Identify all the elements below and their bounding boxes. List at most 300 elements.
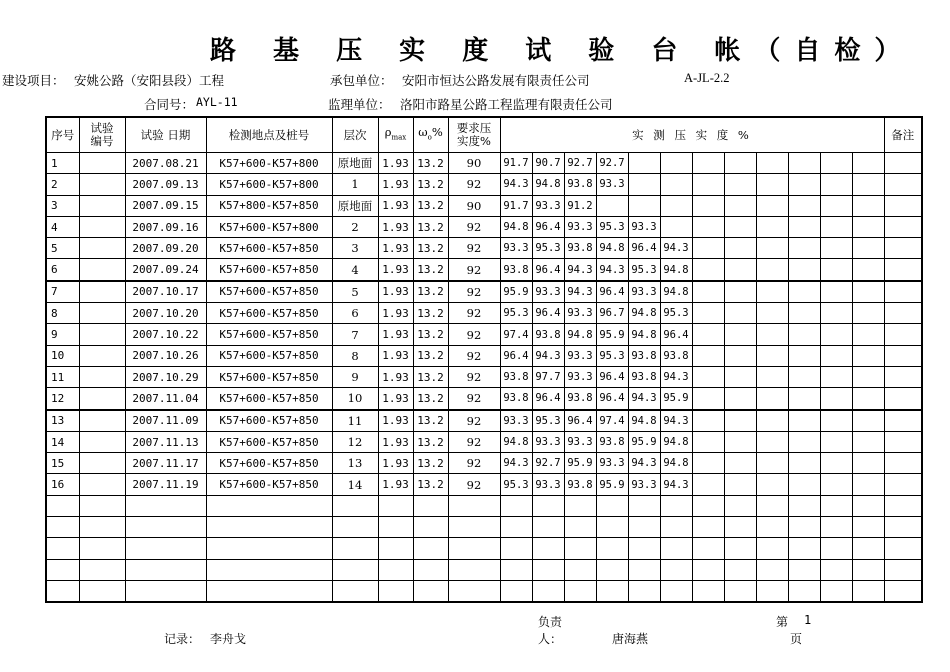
layer-cell: 5 (332, 281, 378, 303)
rho-cell: 1.93 (378, 195, 413, 216)
measured-value-cell (660, 195, 692, 216)
remarks-cell (884, 216, 922, 237)
measured-value-cell: 93.3 (564, 216, 596, 237)
date-cell: 2007.11.09 (125, 410, 206, 432)
measured-value-cell (532, 580, 564, 602)
measured-value-cell: 93.3 (564, 366, 596, 387)
page-label-2: 页 (790, 632, 803, 646)
remarks-cell (884, 559, 922, 580)
location-cell: K57+600-K57+850 (206, 238, 332, 259)
test-no-cell (79, 259, 125, 281)
measured-value-cell: 95.9 (660, 388, 692, 410)
measured-value-cell (692, 559, 724, 580)
location-cell (206, 495, 332, 516)
date-cell: 2007.10.22 (125, 324, 206, 345)
table-row (46, 580, 922, 602)
measured-value-cell (628, 174, 660, 195)
measured-value-cell (756, 216, 788, 237)
layer-cell (332, 517, 378, 538)
measured-value-cell (788, 153, 820, 174)
measured-value-cell (788, 474, 820, 495)
measured-value-cell: 93.3 (532, 474, 564, 495)
date-cell: 2007.09.13 (125, 174, 206, 195)
measured-value-cell: 94.8 (660, 281, 692, 303)
measured-value-cell (628, 495, 660, 516)
table-row (46, 281, 922, 303)
measured-value-cell (660, 174, 692, 195)
measured-value-cell: 93.3 (628, 281, 660, 303)
rho-cell: 1.93 (378, 474, 413, 495)
measured-value-cell (660, 559, 692, 580)
page-number: 1 (804, 613, 812, 627)
contractor-name: 安阳市恒达公路发展有限责任公司 (402, 73, 590, 88)
location-cell: K57+600-K57+850 (206, 259, 332, 281)
measured-value-cell (692, 474, 724, 495)
measured-value-cell: 94.3 (660, 366, 692, 387)
measured-value-cell: 93.3 (564, 431, 596, 452)
measured-value-cell: 94.8 (660, 259, 692, 281)
seq-cell: 10 (46, 345, 79, 366)
seq-cell: 1 (46, 153, 79, 174)
measured-value-cell (852, 324, 884, 345)
layer-cell (332, 495, 378, 516)
measured-value-cell (628, 517, 660, 538)
measured-value-cell (852, 410, 884, 432)
measured-value-cell (788, 259, 820, 281)
rho-cell: 1.93 (378, 324, 413, 345)
seq-cell: 12 (46, 388, 79, 410)
measured-value-cell (756, 281, 788, 303)
rho-cell: 1.93 (378, 303, 413, 324)
required-cell: 92 (448, 431, 500, 452)
required-cell: 92 (448, 366, 500, 387)
test-no-cell (79, 153, 125, 174)
measured-value-cell (756, 259, 788, 281)
test-no-cell (79, 410, 125, 432)
measured-value-cell: 94.3 (500, 174, 532, 195)
measured-value-cell (692, 281, 724, 303)
measured-value-cell (852, 345, 884, 366)
date-cell: 2007.08.21 (125, 153, 206, 174)
rho-cell: 1.93 (378, 345, 413, 366)
omega-cell: 13.2 (413, 431, 448, 452)
measured-value-cell (596, 559, 628, 580)
seq-cell: 11 (46, 366, 79, 387)
measured-value-cell: 96.4 (596, 388, 628, 410)
measured-value-cell (756, 517, 788, 538)
layer-cell: 1 (332, 174, 378, 195)
measured-value-cell (852, 238, 884, 259)
omega-cell: 13.2 (413, 281, 448, 303)
remarks-cell (884, 410, 922, 432)
measured-value-cell (724, 174, 756, 195)
supervisor-label: 监理单位： (328, 97, 391, 112)
measured-value-cell (788, 410, 820, 432)
project-label: 建设项目： (2, 73, 65, 88)
date-cell: 2007.11.04 (125, 388, 206, 410)
measured-value-cell: 94.8 (564, 324, 596, 345)
remarks-cell (884, 195, 922, 216)
measured-value-cell (756, 453, 788, 474)
seq-cell: 2 (46, 174, 79, 195)
seq-cell (46, 495, 79, 516)
location-cell: K57+600-K57+850 (206, 366, 332, 387)
measured-value-cell: 95.3 (596, 216, 628, 237)
layer-cell: 7 (332, 324, 378, 345)
measured-value-cell: 94.8 (628, 303, 660, 324)
measured-value-cell (500, 517, 532, 538)
required-cell: 90 (448, 195, 500, 216)
measured-value-cell: 96.4 (660, 324, 692, 345)
measured-value-cell: 93.3 (532, 431, 564, 452)
rho-cell: 1.93 (378, 366, 413, 387)
measured-value-cell (852, 366, 884, 387)
measured-value-cell: 94.8 (628, 410, 660, 432)
measured-value-cell (820, 303, 852, 324)
measured-value-cell (532, 517, 564, 538)
rho-cell (378, 559, 413, 580)
measured-value-cell: 96.4 (628, 238, 660, 259)
table-row (46, 238, 922, 259)
measured-value-cell (724, 281, 756, 303)
omega-cell: 13.2 (413, 259, 448, 281)
measured-value-cell: 95.3 (596, 345, 628, 366)
measured-value-cell: 95.3 (500, 303, 532, 324)
table-row (46, 216, 922, 237)
measured-value-cell (724, 410, 756, 432)
measured-value-cell (692, 495, 724, 516)
test-no-cell (79, 281, 125, 303)
measured-value-cell: 94.8 (628, 324, 660, 345)
measured-value-cell: 94.8 (532, 174, 564, 195)
measured-value-cell (724, 580, 756, 602)
rho-cell: 1.93 (378, 216, 413, 237)
measured-value-cell (532, 559, 564, 580)
table-row (46, 559, 922, 580)
date-cell: 2007.09.24 (125, 259, 206, 281)
measured-value-cell (628, 153, 660, 174)
seq-cell: 3 (46, 195, 79, 216)
remarks-cell (884, 517, 922, 538)
measured-value-cell (564, 495, 596, 516)
date-cell: 2007.11.19 (125, 474, 206, 495)
measured-value-cell (692, 538, 724, 559)
measured-value-cell: 92.7 (564, 153, 596, 174)
measured-value-cell (660, 538, 692, 559)
date-cell: 2007.10.20 (125, 303, 206, 324)
measured-value-cell (788, 303, 820, 324)
measured-value-cell: 94.8 (596, 238, 628, 259)
measured-value-cell: 96.4 (500, 345, 532, 366)
required-cell (448, 538, 500, 559)
measured-value-cell (788, 538, 820, 559)
measured-value-cell: 93.8 (500, 366, 532, 387)
responsible-name: 唐海燕 (612, 632, 649, 646)
measured-value-cell (724, 345, 756, 366)
measured-value-cell: 95.9 (628, 431, 660, 452)
measured-value-cell (820, 324, 852, 345)
omega-cell: 13.2 (413, 238, 448, 259)
location-cell: K57+600-K57+800 (206, 174, 332, 195)
required-cell: 92 (448, 388, 500, 410)
measured-value-cell: 93.8 (532, 324, 564, 345)
measured-value-cell (532, 538, 564, 559)
measured-value-cell (724, 474, 756, 495)
seq-cell (46, 559, 79, 580)
table-row (46, 366, 922, 387)
measured-value-cell (724, 324, 756, 345)
test-no-cell (79, 195, 125, 216)
measured-value-cell: 93.8 (500, 388, 532, 410)
measured-value-cell (756, 580, 788, 602)
rho-cell (378, 517, 413, 538)
remarks-cell (884, 366, 922, 387)
test-no-cell (79, 388, 125, 410)
measured-value-cell: 93.3 (628, 216, 660, 237)
remarks-cell (884, 238, 922, 259)
measured-value-cell (692, 431, 724, 452)
required-cell: 92 (448, 303, 500, 324)
measured-value-cell (820, 495, 852, 516)
layer-cell: 8 (332, 345, 378, 366)
remarks-cell (884, 345, 922, 366)
recorder-label: 记录： (164, 632, 201, 646)
responsible-label-2: 人： (538, 632, 563, 646)
measured-value-cell: 95.9 (596, 474, 628, 495)
measured-value-cell (788, 345, 820, 366)
measured-value-cell: 93.3 (532, 281, 564, 303)
measured-value-cell: 93.3 (564, 303, 596, 324)
measured-value-cell: 93.8 (628, 366, 660, 387)
measured-value-cell (724, 559, 756, 580)
col-rho-max: $\rho_{max}$ (378, 117, 413, 153)
table-row (46, 153, 922, 174)
contract-number: AYL-11 (196, 95, 238, 109)
col-date: 试验 日期 (125, 117, 206, 153)
measured-value-cell: 95.9 (500, 281, 532, 303)
location-cell: K57+600-K57+850 (206, 474, 332, 495)
omega-cell: 13.2 (413, 195, 448, 216)
layer-cell: 4 (332, 259, 378, 281)
date-cell (125, 559, 206, 580)
measured-value-cell (852, 195, 884, 216)
measured-value-cell (820, 453, 852, 474)
omega-cell: 13.2 (413, 366, 448, 387)
measured-value-cell (660, 517, 692, 538)
measured-value-cell (532, 495, 564, 516)
measured-value-cell: 93.3 (500, 410, 532, 432)
measured-value-cell (692, 410, 724, 432)
measured-value-cell: 93.3 (596, 174, 628, 195)
omega-cell: 13.2 (413, 303, 448, 324)
measured-value-cell (660, 216, 692, 237)
layer-cell (332, 538, 378, 559)
rho-cell: 1.93 (378, 238, 413, 259)
measured-value-cell (820, 174, 852, 195)
date-cell: 2007.11.13 (125, 431, 206, 452)
layer-cell: 14 (332, 474, 378, 495)
form-code: A-JL-2.2 (684, 71, 730, 85)
measured-value-cell: 93.8 (660, 345, 692, 366)
date-cell: 2007.09.20 (125, 238, 206, 259)
measured-value-cell (788, 281, 820, 303)
measured-value-cell: 94.3 (564, 259, 596, 281)
location-cell: K57+600-K57+850 (206, 431, 332, 452)
contract-label: 合同号： (144, 97, 195, 112)
col-remarks: 备注 (884, 117, 922, 153)
table-row (46, 517, 922, 538)
measured-value-cell (628, 538, 660, 559)
date-cell: 2007.09.16 (125, 216, 206, 237)
rho-cell: 1.93 (378, 259, 413, 281)
test-no-cell (79, 431, 125, 452)
date-cell: 2007.10.29 (125, 366, 206, 387)
measured-value-cell: 95.3 (660, 303, 692, 324)
test-no-cell (79, 495, 125, 516)
measured-value-cell (756, 238, 788, 259)
measured-value-cell (628, 195, 660, 216)
measured-value-cell: 94.3 (596, 259, 628, 281)
seq-cell (46, 580, 79, 602)
measured-value-cell (500, 559, 532, 580)
measured-value-cell: 96.4 (596, 366, 628, 387)
required-cell: 92 (448, 345, 500, 366)
table-row (46, 474, 922, 495)
measured-value-cell (788, 517, 820, 538)
measured-value-cell (692, 580, 724, 602)
measured-value-cell (820, 538, 852, 559)
header-row (46, 117, 922, 153)
measured-value-cell (788, 216, 820, 237)
measured-value-cell: 94.3 (532, 345, 564, 366)
contractor-label: 承包单位： (330, 73, 393, 88)
remarks-cell (884, 388, 922, 410)
measured-value-cell (756, 431, 788, 452)
measured-value-cell (692, 259, 724, 281)
table-row (46, 495, 922, 516)
location-cell: K57+600-K57+800 (206, 216, 332, 237)
test-no-cell (79, 474, 125, 495)
rho-cell (378, 580, 413, 602)
measured-value-cell (692, 153, 724, 174)
measured-value-cell (852, 453, 884, 474)
measured-value-cell: 95.3 (628, 259, 660, 281)
seq-cell: 9 (46, 324, 79, 345)
remarks-cell (884, 153, 922, 174)
date-cell: 2007.11.17 (125, 453, 206, 474)
location-cell: K57+600-K57+850 (206, 388, 332, 410)
measured-value-cell (788, 195, 820, 216)
measured-value-cell (500, 580, 532, 602)
rho-cell: 1.93 (378, 453, 413, 474)
measured-value-cell: 94.8 (660, 453, 692, 474)
measured-value-cell (852, 174, 884, 195)
layer-cell: 6 (332, 303, 378, 324)
measured-value-cell: 94.3 (660, 410, 692, 432)
measured-value-cell: 94.3 (628, 453, 660, 474)
measured-value-cell (820, 216, 852, 237)
measured-value-cell: 94.3 (500, 453, 532, 474)
measured-value-cell: 96.4 (532, 303, 564, 324)
measured-value-cell (596, 495, 628, 516)
required-cell: 92 (448, 259, 500, 281)
measured-value-cell (852, 538, 884, 559)
remarks-cell (884, 303, 922, 324)
remarks-cell (884, 174, 922, 195)
date-cell (125, 495, 206, 516)
layer-cell (332, 580, 378, 602)
omega-cell (413, 517, 448, 538)
measured-value-cell (596, 195, 628, 216)
table-row (46, 303, 922, 324)
table-row (46, 174, 922, 195)
measured-value-cell (852, 431, 884, 452)
measured-value-cell (724, 517, 756, 538)
measured-value-cell (852, 153, 884, 174)
rho-cell (378, 495, 413, 516)
measured-value-cell (756, 538, 788, 559)
required-cell: 92 (448, 474, 500, 495)
measured-value-cell (564, 580, 596, 602)
remarks-cell (884, 281, 922, 303)
measured-value-cell (820, 259, 852, 281)
table-row (46, 538, 922, 559)
measured-value-cell (628, 559, 660, 580)
measured-value-cell (756, 303, 788, 324)
measured-value-cell (756, 388, 788, 410)
supervisor-name: 洛阳市路星公路工程监理有限责任公司 (400, 97, 613, 112)
measured-value-cell (820, 345, 852, 366)
required-cell: 92 (448, 238, 500, 259)
measured-value-cell: 91.7 (500, 153, 532, 174)
omega-cell (413, 538, 448, 559)
measured-value-cell: 93.3 (564, 345, 596, 366)
rho-cell (378, 538, 413, 559)
measured-value-cell: 97.7 (532, 366, 564, 387)
col-omega: $\omega_o\%$ (413, 117, 448, 153)
location-cell: K57+600-K57+850 (206, 345, 332, 366)
measured-value-cell (788, 238, 820, 259)
table-row (46, 410, 922, 432)
measured-value-cell: 93.8 (596, 431, 628, 452)
measured-value-cell (692, 388, 724, 410)
measured-value-cell (820, 238, 852, 259)
measured-value-cell: 94.3 (660, 474, 692, 495)
measured-value-cell (756, 410, 788, 432)
measured-value-cell (724, 216, 756, 237)
table-row (46, 431, 922, 452)
measured-value-cell: 93.8 (564, 388, 596, 410)
measured-value-cell: 97.4 (500, 324, 532, 345)
measured-value-cell (724, 259, 756, 281)
measured-value-cell (692, 366, 724, 387)
seq-cell: 14 (46, 431, 79, 452)
measured-value-cell: 96.4 (532, 259, 564, 281)
remarks-cell (884, 431, 922, 452)
measured-value-cell (692, 453, 724, 474)
recorder-name: 李舟戈 (210, 632, 247, 646)
table-row (46, 324, 922, 345)
measured-value-cell (820, 559, 852, 580)
measured-value-cell: 94.8 (500, 431, 532, 452)
layer-cell: 9 (332, 366, 378, 387)
measured-value-cell: 91.7 (500, 195, 532, 216)
omega-cell: 13.2 (413, 174, 448, 195)
location-cell: K57+600-K57+800 (206, 153, 332, 174)
compaction-table (45, 116, 923, 603)
measured-value-cell (724, 366, 756, 387)
measured-value-cell (756, 195, 788, 216)
